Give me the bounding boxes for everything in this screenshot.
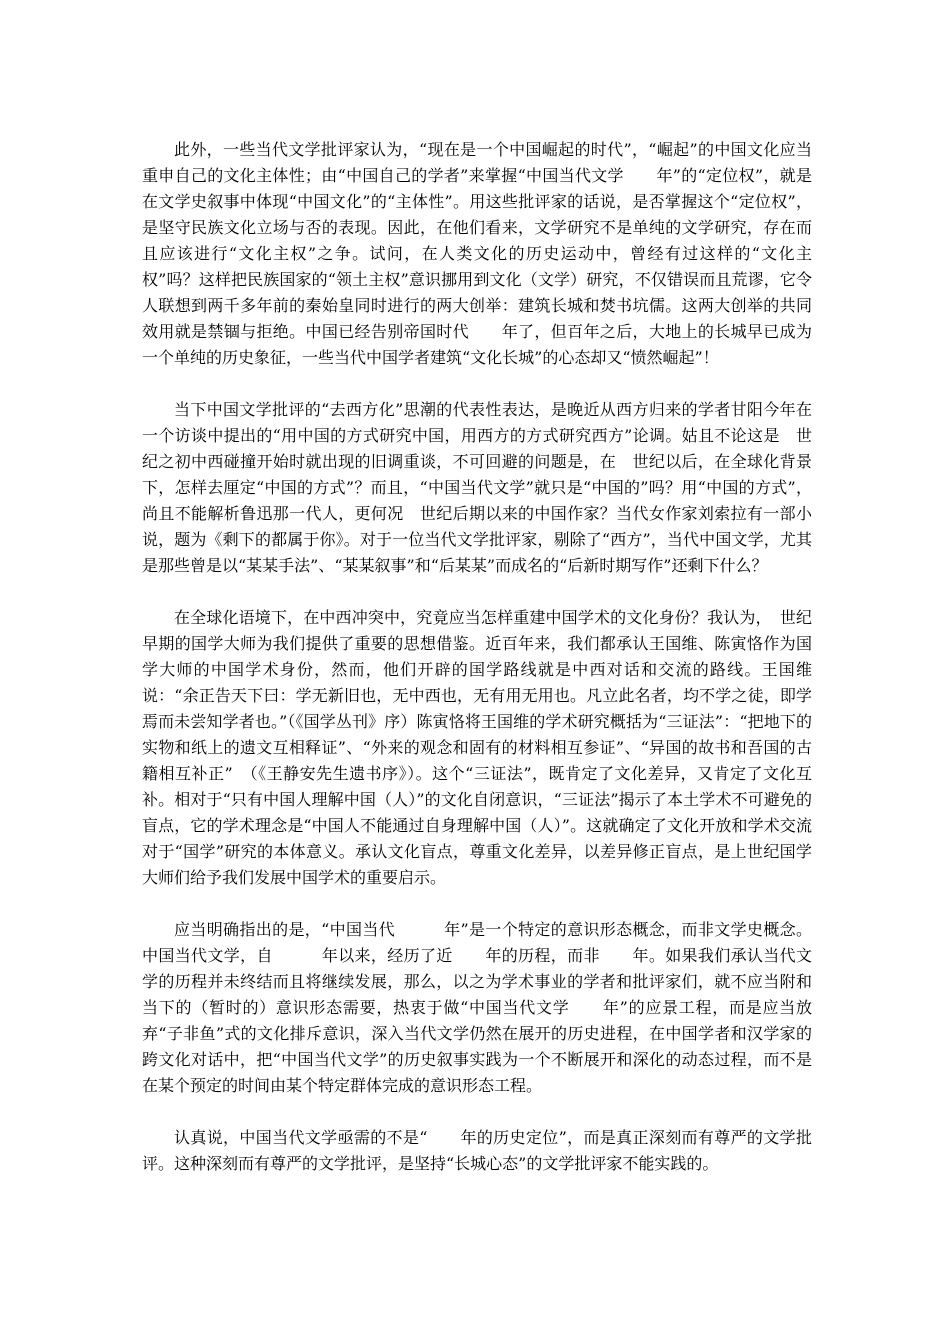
- paragraph-4: 应当明确指出的是，“中国当代 年”是一个特定的意识形态概念，而非文学史概念。中国当代文学，自 年以来，经历了近 年的历程，而非 年。如果我们承认当代文学的历程并未终结而且将继续发展，那么，以之为学术事业的学者和批评家们，就不应当附和当下的（暂时的）意识形态需要，热衷于做“中国当代文学 年”的应景工程，而是应当放弃“子非鱼”式的文化排斥意识，深入当代文学仍然在展开的历史进程，在中国学者和汉学家的跨文化对话中，把“中国当代文学”的历史叙事实践为一个不断展开和深化的动态过程，而不是在某个预定的时间由某个特定群体完成的意识形态工程。: [142, 920, 812, 1095]
- paragraph-1: 此外，一些当代文学批评家认为，“现在是一个中国崛起的时代”，“崛起”的中国文化应当重申自己的文化主体性；由“中国自己的学者”来掌握“中国当代文学 年”的“定位权”，就是在文学史叙事中体现“中国文化”的“主体性”。用这些批评家的话说，是否掌握这个“定位权”，是坚守民族文化立场与否的表现。因此，在他们看来，文学研究不是单纯的文学研究，存在而且应该进行“文化主权”之争。试问，在人类文化的历史运动中，曾经有过这样的“文化主权”吗？这样把民族国家的“领土主权”意识挪用到文化（文学）研究，不仅错误而且荒谬，它令人联想到两千多年前的秦始皇同时进行的两大创举：建筑长城和焚书坑儒。这两大创举的共同效用就是禁锢与拒绝。中国已经告别帝国时代 年了，但百年之后，大地上的长城早已成为一个单纯的历史象征，一些当代中国学者建筑“文化长城”的心态却又“愤然崛起”！: [142, 140, 812, 367]
- paragraph-5: 认真说，中国当代文学亟需的不是“ 年的历史定位”，而是真正深刻而有尊严的文学批评。这种深刻而有尊严的文学批评，是坚持“长城心态”的文学批评家不能实践的。: [142, 1128, 812, 1173]
- article-body: [142, 137, 812, 1177]
- paragraph-2: 当下中国文学批评的“去西方化”思潮的代表性表达，是晚近从西方归来的学者甘阳今年在一个访谈中提出的“用中国的方式研究中国，用西方的方式研究西方”论调。姑且不论这是 世纪之初中西碰撞开始时就出现的旧调重谈，不可回避的问题是，在 世纪以后，在全球化背景下，怎样去厘定“中国的方式”？而且，“中国当代文学”就只是“中国的”吗？用“中国的方式”，尚且不能解析鲁迅那一代人，更何况 世纪后期以来的中国作家？当代女作家刘索拉有一部小说，题为《剩下的都属于你》。对于一位当代文学批评家，剔除了“西方”，当代中国文学，尤其是那些曾是以“某某手法”、“某某叙事”和“后某某”而成名的“后新时期写作”还剩下什么？: [142, 400, 812, 575]
- paragraph-3: 在全球化语境下，在中西冲突中，究竟应当怎样重建中国学术的文化身份？我认为， 世纪早期的国学大师为我们提供了重要的思想借鉴。近百年来，我们都承认王国维、陈寅恪作为国学大师的中国学术身份，然而，他们开辟的国学路线就是中西对话和交流的路线。王国维说：“余正告天下曰：学无新旧也，无中西也，无有用无用也。凡立此名者，均不学之徒，即学焉而未尝知学者也。”（《国学丛刊》序）陈寅恪将王国维的学术研究概括为“三证法”：“把地下的实物和纸上的遗文互相释证”、“外来的观念和固有的材料相互参证”、“异国的故书和吾国的古籍相互补正” （《王静安先生遗书序》）。这个“三证法”，既肯定了文化差异，又肯定了文化互补。相对于“只有中国人理解中国（人）”的文化自闭意识，“三证法”揭示了本土学术不可避免的盲点，它的学术理念是“中国人不能通过自身理解中国（人）”。这就确定了文化开放和学术交流对于“国学”研究的本体意义。承认文化盲点，尊重文化差异，以差异修正盲点，是上世纪国学大师们给予我们发展中国学术的重要启示。: [142, 608, 812, 887]
